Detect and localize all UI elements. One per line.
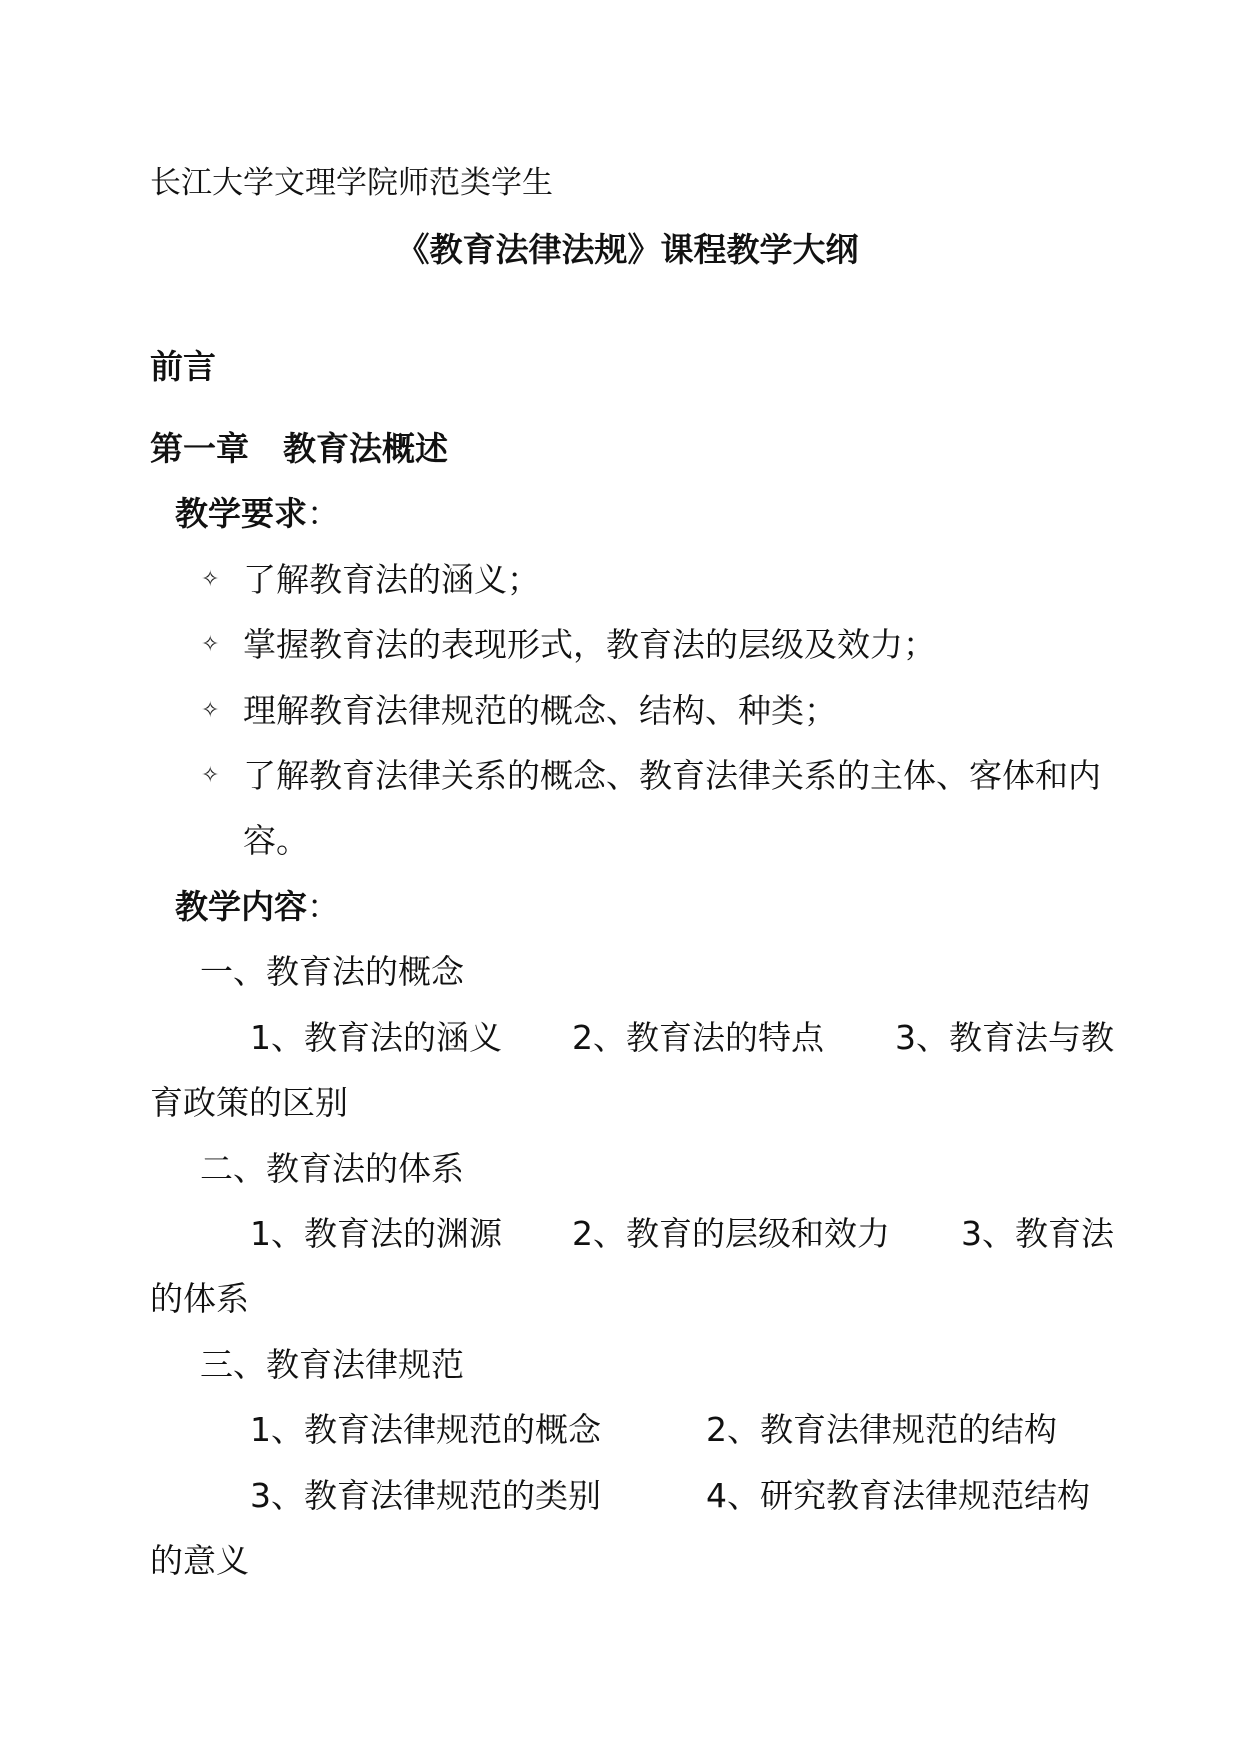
institution-line: 长江大学文理学院师范类学生 bbox=[150, 165, 553, 201]
teaching-requirements-label: 教学要求 bbox=[175, 494, 307, 533]
requirement-item-4-continued: 容。 bbox=[243, 821, 309, 860]
section-3-continued: 的意义 bbox=[150, 1541, 249, 1580]
requirement-item-4: 了解教育法律关系的概念、教育法律关系的主体、客体和内 bbox=[243, 756, 1101, 795]
section-2-continued: 的体系 bbox=[150, 1279, 249, 1318]
teaching-requirements-heading bbox=[175, 494, 340, 534]
preface-heading: 前言 bbox=[150, 347, 216, 386]
requirement-item-2: 掌握教育法的表现形式，教育法的层级及效力； bbox=[243, 625, 936, 664]
section-1-subitem-1: 1、教育法的涵义 bbox=[250, 1018, 502, 1057]
white-four-pointed-star-icon: ✧ bbox=[201, 632, 220, 657]
section-heading-3: 三、教育法律规范 bbox=[200, 1345, 464, 1384]
teaching-content-colon: ： bbox=[307, 887, 340, 926]
section-2-subitem-2: 2、教育的层级和效力 bbox=[572, 1214, 890, 1253]
section-heading-2: 二、教育法的体系 bbox=[200, 1149, 464, 1188]
chapter-number: 第一章 bbox=[150, 429, 249, 468]
section-3-subitem-3: 3、教育法律规范的类别 bbox=[250, 1476, 601, 1515]
white-four-pointed-star-icon: ✧ bbox=[201, 763, 220, 788]
section-3-subitem-1: 1、教育法律规范的概念 bbox=[250, 1410, 601, 1449]
document-title: 《教育法律法规》课程教学大纲 bbox=[396, 230, 859, 269]
section-3-subitem-2: 2、教育法律规范的结构 bbox=[706, 1410, 1057, 1449]
teaching-content-heading bbox=[175, 887, 340, 927]
section-2-subitem-3: 3、教育法 bbox=[961, 1214, 1114, 1253]
section-heading-1: 一、教育法的概念 bbox=[200, 952, 464, 991]
section-3-subitem-4: 4、研究教育法律规范结构 bbox=[706, 1476, 1090, 1515]
requirement-item-1: 了解教育法的涵义； bbox=[243, 560, 540, 599]
teaching-content-label: 教学内容 bbox=[175, 887, 307, 926]
chapter-title: 教育法概述 bbox=[283, 429, 448, 468]
teaching-requirements-colon: ： bbox=[307, 494, 340, 533]
section-1-subitem-2: 2、教育法的特点 bbox=[572, 1018, 824, 1057]
white-four-pointed-star-icon: ✧ bbox=[201, 698, 220, 723]
section-1-subitem-3: 3、教育法与教 bbox=[895, 1018, 1114, 1057]
white-four-pointed-star-icon: ✧ bbox=[201, 567, 220, 592]
section-1-continued: 育政策的区别 bbox=[150, 1083, 348, 1122]
requirement-item-3: 理解教育法律规范的概念、结构、种类； bbox=[243, 691, 837, 730]
section-2-subitem-1: 1、教育法的渊源 bbox=[250, 1214, 502, 1253]
